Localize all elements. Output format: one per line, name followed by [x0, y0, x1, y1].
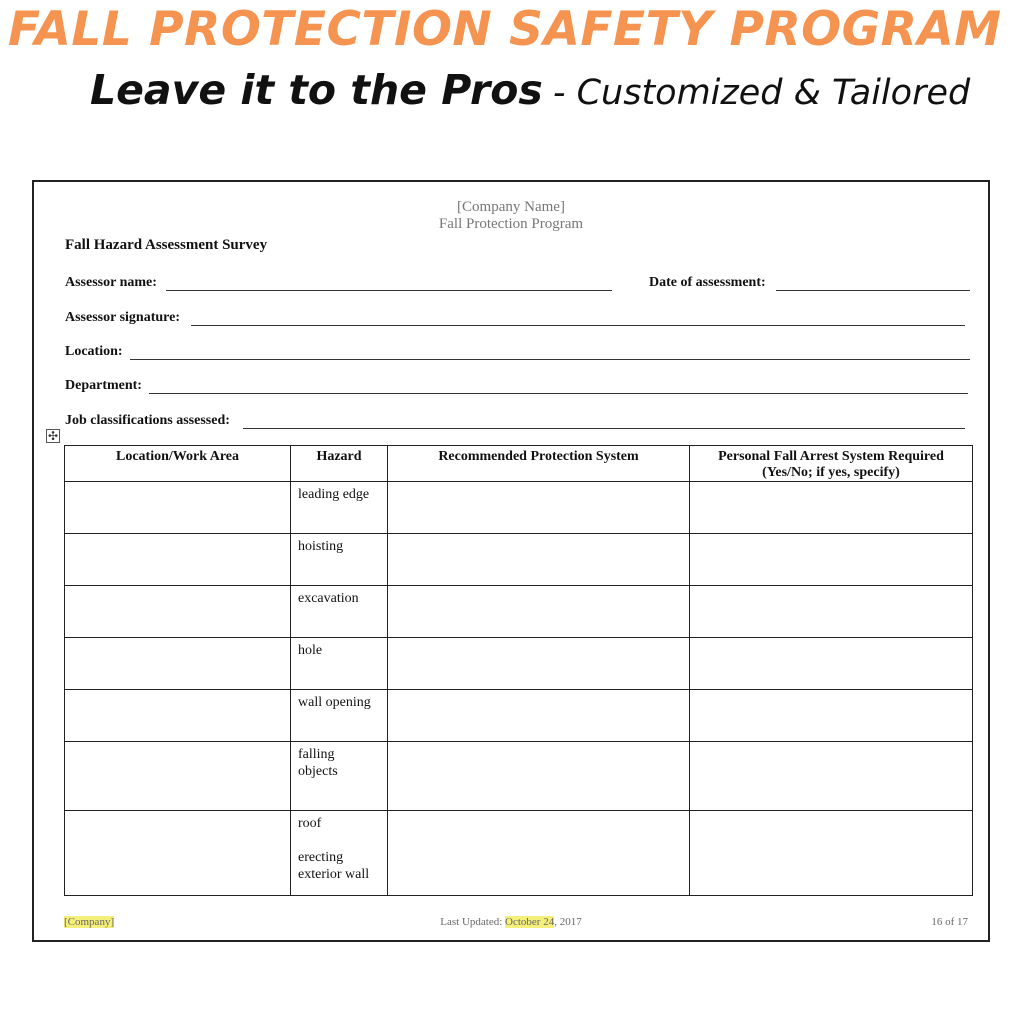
- location-cell[interactable]: [65, 811, 291, 896]
- protection-cell[interactable]: [388, 586, 690, 638]
- hazard-cell: [291, 742, 388, 811]
- hazard-text-line: roof: [298, 816, 322, 831]
- location-field[interactable]: [130, 359, 970, 360]
- hazard-text: leading edge: [298, 487, 370, 502]
- hazard-cell: [291, 690, 388, 742]
- footer-updated: [34, 916, 988, 928]
- job-classifications-label: Job classifications assessed:: [65, 413, 230, 428]
- department-label: Department:: [65, 378, 142, 393]
- hazard-cell: [291, 638, 388, 690]
- date-of-assessment-label: Date of assessment:: [649, 275, 766, 290]
- pfas-header-line1: Personal Fall Arrest System Required: [718, 449, 944, 464]
- hazard-survey-table: [64, 445, 973, 896]
- job-classifications-field[interactable]: [243, 428, 965, 429]
- hazard-text-line: erecting: [298, 850, 344, 865]
- footer-updated-prefix: Last Updated:: [440, 916, 506, 928]
- form-title: Fall Hazard Assessment Survey: [65, 237, 268, 253]
- protection-cell[interactable]: [388, 482, 690, 534]
- table-row: [65, 482, 973, 534]
- col-header-protection: Recommended Protection System: [388, 446, 690, 482]
- pfas-cell[interactable]: [690, 742, 973, 811]
- protection-cell[interactable]: [388, 742, 690, 811]
- banner-title: FALL PROTECTION SAFETY PROGRAM: [8, 2, 1002, 57]
- assessor-name-field[interactable]: [166, 290, 612, 291]
- location-cell[interactable]: [65, 638, 291, 690]
- col-header-hazard: Hazard: [291, 446, 388, 482]
- banner-tagline: [90, 66, 970, 114]
- program-name-header: Fall Protection Program: [438, 216, 584, 232]
- hazard-cell: [291, 482, 388, 534]
- hazard-text: hole: [298, 643, 323, 658]
- document-page: [32, 180, 990, 942]
- pfas-header-line2: (Yes/No; if yes, specify): [762, 465, 900, 480]
- assessor-signature-field[interactable]: [191, 325, 965, 326]
- assessor-name-label: Assessor name:: [65, 275, 157, 290]
- hazard-cell: [291, 534, 388, 586]
- protection-cell[interactable]: [388, 534, 690, 586]
- col-header-location: Location/Work Area: [65, 446, 291, 482]
- footer-updated-year: , 2017: [554, 916, 582, 928]
- protection-cell[interactable]: [388, 811, 690, 896]
- pfas-cell[interactable]: [690, 586, 973, 638]
- footer-page-number: 16 of 17: [931, 916, 968, 928]
- protection-cell[interactable]: [388, 638, 690, 690]
- hazard-text: excavation: [298, 591, 359, 606]
- hazard-text: [291, 811, 387, 883]
- location-label: Location:: [65, 344, 123, 359]
- tagline-light: - Customized & Tailored: [552, 73, 971, 113]
- hazard-text: [291, 742, 387, 780]
- location-cell[interactable]: [65, 742, 291, 811]
- table-row: [65, 534, 973, 586]
- pfas-cell[interactable]: [690, 811, 973, 896]
- pfas-cell[interactable]: [690, 638, 973, 690]
- tagline-bold: Leave it to the Pros: [90, 66, 543, 114]
- table-row: [65, 690, 973, 742]
- hazard-cell: [291, 586, 388, 638]
- date-of-assessment-field[interactable]: [776, 290, 970, 291]
- footer-updated-date: October 24: [505, 916, 555, 928]
- table-row: [65, 811, 973, 896]
- hazard-cell: [291, 811, 388, 896]
- hazard-text: hoisting: [298, 539, 344, 554]
- company-name-header: [Company Name]: [457, 199, 565, 215]
- protection-cell[interactable]: [388, 690, 690, 742]
- footer-company-text: [Company]: [64, 916, 115, 928]
- hazard-text-line: falling: [298, 747, 335, 762]
- hazard-text: wall opening: [298, 695, 371, 710]
- table-row: [65, 638, 973, 690]
- location-cell[interactable]: [65, 586, 291, 638]
- department-field[interactable]: [149, 393, 968, 394]
- col-header-pfas: [690, 446, 973, 482]
- hazard-text-line: objects: [298, 764, 338, 779]
- table-header-row: [65, 446, 973, 482]
- location-cell[interactable]: [65, 482, 291, 534]
- table-move-handle-icon[interactable]: ✣: [47, 429, 59, 443]
- location-cell[interactable]: [65, 690, 291, 742]
- assessor-signature-label: Assessor signature:: [65, 310, 180, 325]
- hazard-text-line: exterior wall: [298, 867, 370, 882]
- pfas-cell[interactable]: [690, 690, 973, 742]
- table-row: [65, 586, 973, 638]
- table-row: [65, 742, 973, 811]
- location-cell[interactable]: [65, 534, 291, 586]
- pfas-cell[interactable]: [690, 534, 973, 586]
- pfas-cell[interactable]: [690, 482, 973, 534]
